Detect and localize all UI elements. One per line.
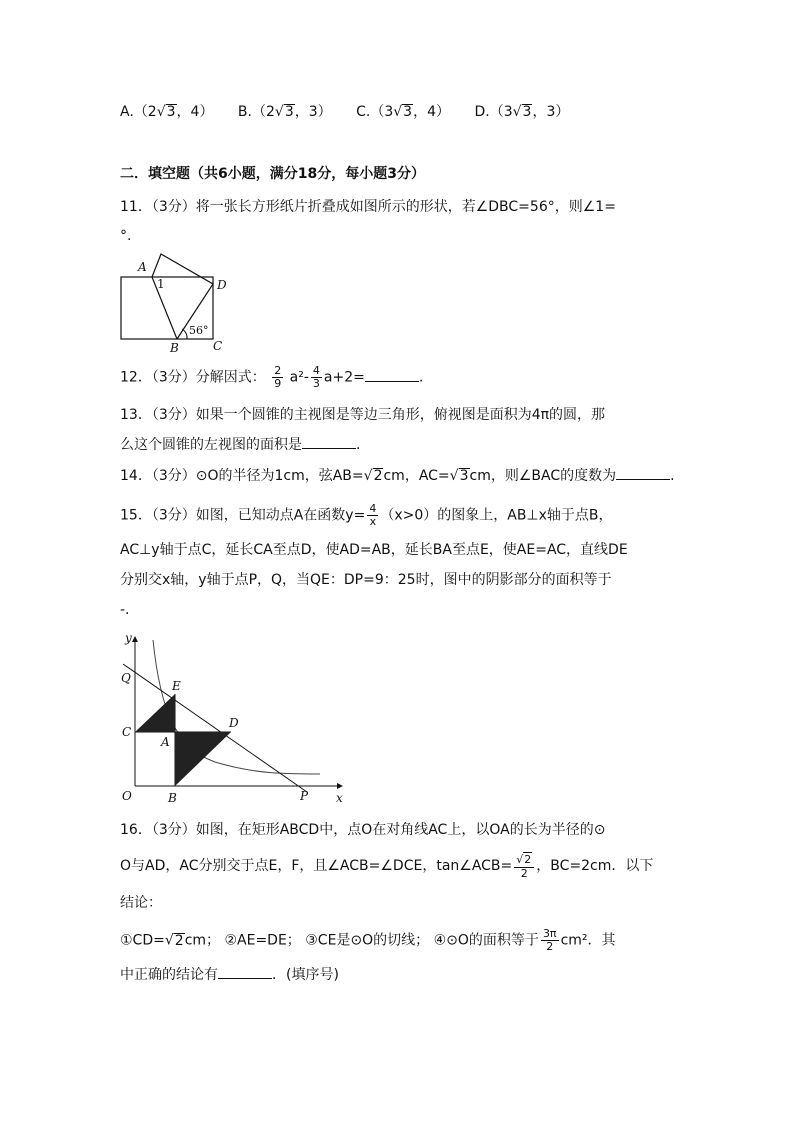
y-axis-arrow	[132, 636, 138, 642]
answer-blank	[218, 965, 272, 979]
shaded-triangle-abd	[175, 732, 231, 786]
label-a: A	[138, 260, 147, 274]
label-c: C	[213, 339, 223, 353]
label-1: 1	[157, 277, 165, 291]
option-d: D.（3√3，3）	[474, 104, 570, 120]
shaded-triangle-ace	[135, 694, 175, 732]
option-c: C.（3√3，4）	[356, 104, 451, 120]
answer-blank	[365, 368, 419, 382]
label-o: O	[122, 789, 132, 803]
q15-line1: 15．（3分）如图，已知动点A在函数y= $\frac{4}{x}$ （x>0）的图象上，AB⊥x轴于点B，	[120, 502, 613, 528]
q15-figure	[115, 628, 355, 808]
option-a: A.（2√3，4）	[120, 104, 214, 120]
label-angle: 56°	[189, 324, 209, 337]
label-e: E	[172, 679, 181, 693]
q13-line2: 么这个圆锥的左视图的面积是 .	[120, 437, 361, 453]
label-c: C	[122, 725, 132, 739]
q14-text: 14．（3分）⊙O的半径为1cm，弦AB=√2cm，AC=√3cm，则∠BAC的度数为 .	[120, 468, 675, 484]
q13-line1: 13．（3分）如果一个圆锥的主视图是等边三角形，俯视图是面积为4π的圆，那	[120, 407, 606, 423]
q11-text: 11．（3分）将一张长方形纸片折叠成如图所示的形状，若∠DBC=56°，则∠1=	[120, 199, 616, 215]
label-b: B	[168, 791, 177, 805]
q11-figure	[115, 250, 245, 360]
answer-blank	[302, 435, 356, 449]
q16-conclusions: ①CD=√2cm； ②AE=DE； ③CE是⊙O的切线； ④⊙O的面积等于 $\frac{3\pi}{2}$ cm²．其	[120, 927, 616, 953]
label-y: y	[125, 631, 132, 645]
q15-line4: -.	[120, 602, 130, 618]
label-b: B	[170, 341, 179, 355]
label-a: A	[161, 735, 170, 749]
q15-line2: AC⊥y轴于点C，延长CA至点D，使AD=AB，延长BA至点E，使AE=AC，直线DE	[120, 542, 628, 558]
x-axis-arrow	[337, 783, 343, 789]
q15-line3: 分别交x轴，y轴于点P，Q，当QE：DP=9：25时，图中的阴影部分的面积等于	[120, 572, 612, 588]
fraction-4-3: $\frac{4}{3}$	[312, 364, 320, 390]
label-d: D	[217, 278, 227, 292]
fraction-2-9: $\frac{2}{9}$	[274, 364, 282, 390]
label-q: Q	[121, 671, 131, 685]
q11-cont: °.	[120, 228, 132, 244]
fraction-3pi-2: $\frac{3\pi}{2}$	[542, 927, 557, 953]
label-x: x	[336, 791, 343, 805]
option-b: B.（2√3，3）	[237, 104, 332, 120]
fraction-4-x: $\frac{4}{x}$	[369, 502, 377, 528]
q16-line5: 中正确的结论有 ．(填序号)	[120, 967, 339, 983]
label-p: P	[300, 789, 309, 803]
fraction-sqrt2-2: $\frac{√2}{2}$	[514, 852, 534, 880]
answer-blank	[616, 466, 670, 480]
q16-line1: 16．（3分）如图，在矩形ABCD中，点O在对角线AC上，以OA的长为半径的⊙	[120, 822, 606, 838]
q16-line2: O与AD，AC分别交于点E，F，且∠ACB=∠DCE，tan∠ACB= $\frac{√2}{2}$ ，BC=2cm．以下	[120, 853, 654, 880]
label-d: D	[229, 716, 239, 730]
q12-text: 12．（3分）分解因式： $\frac{2}{9}$ a²- $\frac{4}{3}$ a+2= .	[120, 364, 424, 390]
q10-options	[120, 102, 589, 122]
section-title: 二．填空题（共6小题，满分18分，每小题3分）	[120, 166, 425, 182]
q16-line3: 结论：	[120, 895, 162, 911]
